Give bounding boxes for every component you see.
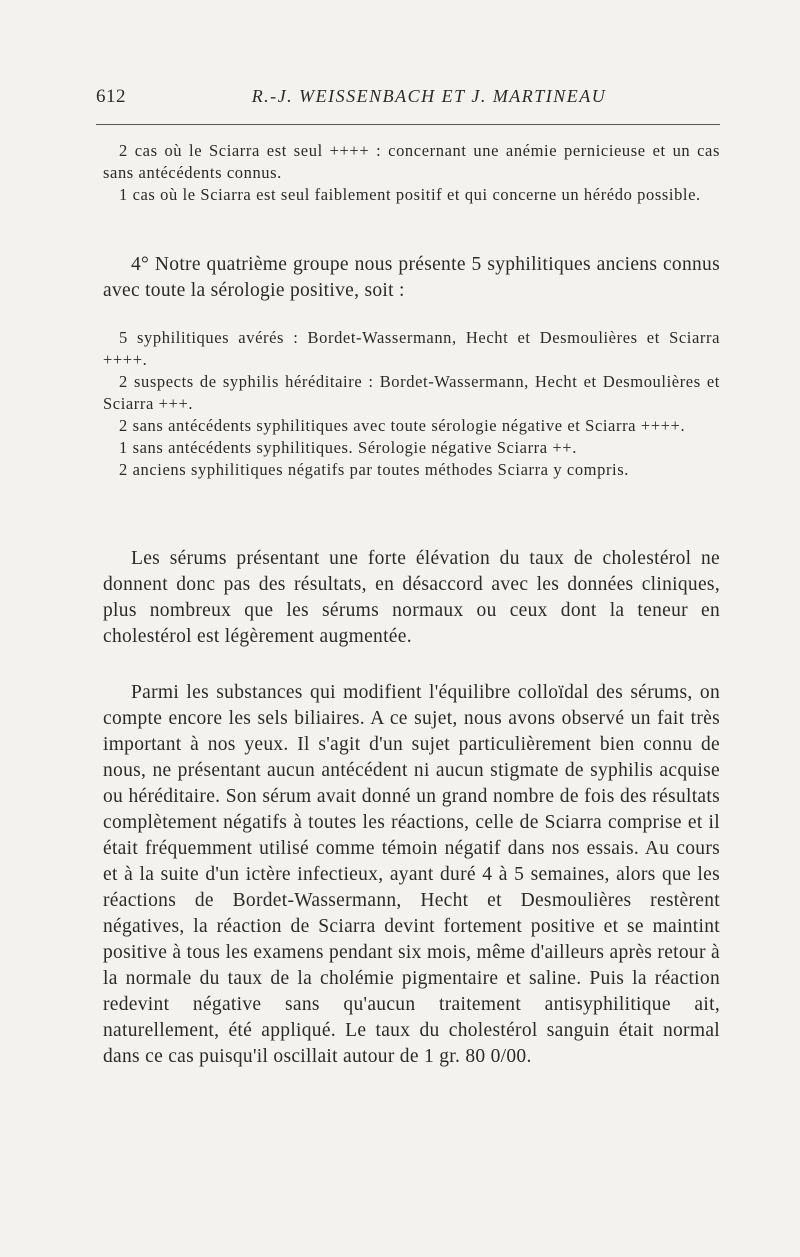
case-line: 2 anciens syphilitiques négatifs par toutes méthodes Sciarra y compris. bbox=[119, 460, 629, 479]
bile-salts-paragraph: Parmi les substances qui modifient l'équilibre colloïdal des sérums, on compte encore les sels biliaires. A ce sujet, nous avons observé un fait très important à nos yeux. Il s'agit d'un sujet particulièrement bien connu de nous, ne présentant aucun antécédent ni aucun stigmate de syphilis acquise ou héréditaire. Son sérum avait donné un grand nombre de fois des résultats complètement négatifs à toutes les réactions, celle de Sciarra comprise et il était fréquemment utilisé comme témoin négatif dans nos essais. Au cours et à la suite d'un ictère infectieux, ayant duré 4 à 5 semaines, alors que les réactions de Bordet-Wassermann, Hecht et Desmoulières restèrent négatives, la réaction de Sciarra devint fortement positive et se maintint positive à tous les examens pendant six mois, même d'ailleurs après retour à la normale du taux de la cholémie pigmentaire et saline. Puis la réaction redevint négative sans qu'aucun traitement antisyphilitique ait, naturellement, été appliqué. Le taux du cholestérol sanguin était normal dans ce cas puisqu'il oscillait autour de 1 gr. 80 0/00. bbox=[103, 682, 720, 1067]
case-line: 2 suspects de syphilis héréditaire : Bordet-Wassermann, Hecht et Desmoulières et Sciarra +++. bbox=[103, 372, 720, 413]
cases-block-2 bbox=[103, 327, 720, 481]
page-header bbox=[96, 86, 722, 112]
serums-paragraph-block bbox=[103, 546, 720, 650]
group-4-paragraph: 4° Notre quatrième groupe nous présente 5 syphilitiques anciens connus avec toute la sérologie positive, soit : bbox=[103, 254, 720, 301]
page-number: 612 bbox=[96, 86, 126, 107]
case-line: 5 syphilitiques avérés : Bordet-Wassermann, Hecht et Desmoulières et Sciarra ++++. bbox=[103, 328, 720, 369]
running-head: R.-J. WEISSENBACH ET J. MARTINEAU bbox=[251, 86, 607, 106]
case-line: 1 cas où le Sciarra est seul faiblement positif et qui concerne un hérédo possible. bbox=[119, 185, 701, 204]
case-line: 2 sans antécédents syphilitiques avec toute sérologie négative et Sciarra ++++. bbox=[119, 416, 686, 435]
group-4-intro bbox=[103, 252, 720, 304]
cases-block-1 bbox=[103, 140, 720, 206]
header-rule bbox=[96, 124, 720, 125]
bile-salts-paragraph-block bbox=[103, 680, 720, 1070]
case-line: 2 cas où le Sciarra est seul ++++ : concernant une anémie pernicieuse et un cas sans antécédents connus. bbox=[103, 141, 720, 182]
case-line: 1 sans antécédents syphilitiques. Sérologie négative Sciarra ++. bbox=[119, 438, 577, 457]
serums-paragraph: Les sérums présentant une forte élévation du taux de cholestérol ne donnent donc pas des résultats, en désaccord avec les données cliniques, plus nombreux que les sérums normaux ou ceux dont la teneur en cholestérol est légèrement augmentée. bbox=[103, 548, 720, 647]
